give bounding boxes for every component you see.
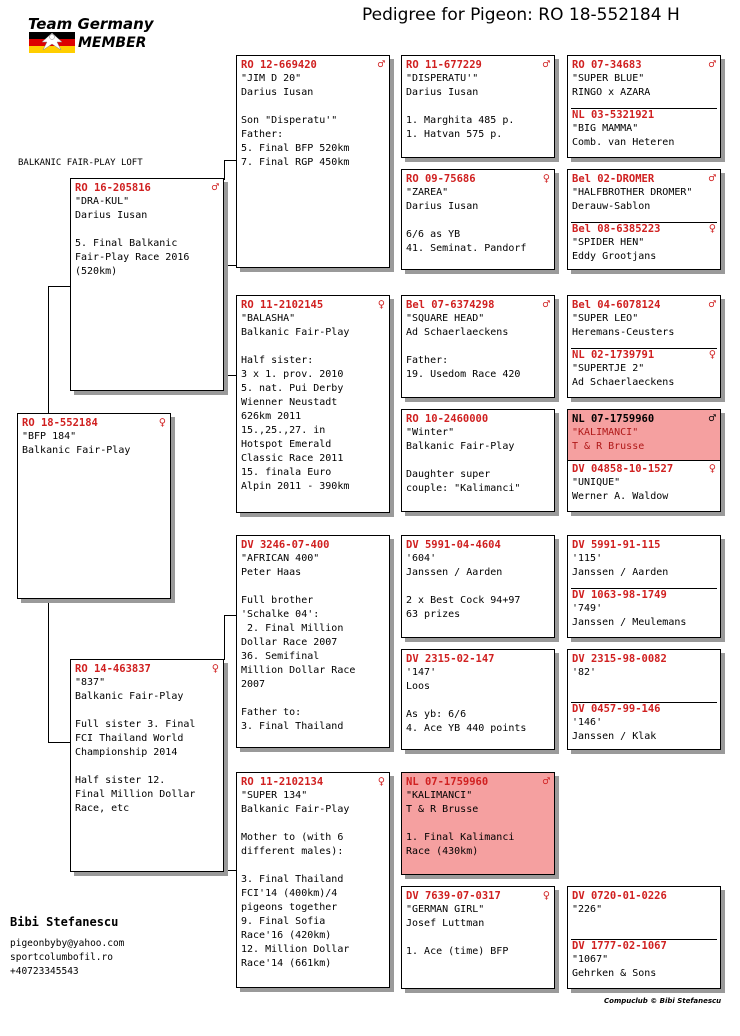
pigeon-info-line: "AFRICAN 400" <box>241 553 320 564</box>
pigeon-card-g1[interactable] <box>572 58 716 108</box>
team-germany-title: Team Germany <box>28 15 154 33</box>
pigeon-card-ssd[interactable] <box>401 169 555 270</box>
pigeon-info-line: 12. Million Dollar <box>241 944 350 955</box>
connector-line <box>48 286 71 287</box>
pigeon-info-line: Darius Iusan <box>406 201 479 212</box>
divider <box>571 108 717 109</box>
pigeon-info-line: Loos <box>406 681 431 692</box>
pigeon-info-line: 2. Final Million <box>241 623 344 634</box>
divider <box>571 702 717 703</box>
pigeon-info-line: Million Dollar Race <box>241 665 356 676</box>
pigeon-card-dds[interactable] <box>401 772 555 875</box>
pigeon-card-g11[interactable] <box>572 652 716 702</box>
pigeon-info-line: Championship 2014 <box>75 747 178 758</box>
pigeon-pair-g15-g16[interactable] <box>567 886 721 989</box>
pigeon-info-line: Eddy Grootjans <box>572 251 657 262</box>
pigeon-info-line: 63 prizes <box>406 609 461 620</box>
pigeon-info-line: 6/6 as YB <box>406 229 461 240</box>
ring-number: RO 11-2102145 <box>241 299 324 311</box>
pigeon-info-line: Janssen / Meulemans <box>572 617 687 628</box>
pigeon-info-line: Comb. van Heteren <box>572 137 675 148</box>
pigeon-card-g16[interactable] <box>572 939 716 981</box>
pigeon-card-g15[interactable] <box>572 889 716 939</box>
pigeon-info-line: Dollar Race 2007 <box>241 637 338 648</box>
pigeon-info-line <box>241 100 385 114</box>
ring-number: DV 1063-98-1749 <box>572 589 667 601</box>
ring-number: Bel 07-6374298 <box>406 299 495 311</box>
pigeon-info-line: "BFP 184" <box>22 431 77 442</box>
software-credit: Compuclub © Bibi Stefanescu <box>604 997 722 1005</box>
pigeon-info-line: Mother to (with 6 <box>241 832 344 843</box>
pigeon-info-line: "226" <box>572 904 603 915</box>
connector-line <box>224 820 225 870</box>
pigeon-info-line: 9. Final Sofia <box>241 916 326 927</box>
pigeon-info-line: '604' <box>406 553 437 564</box>
connector-line <box>224 615 225 660</box>
pigeon-card-sire-dam[interactable] <box>236 295 390 513</box>
pigeon-info-line: Janssen / Aarden <box>572 567 669 578</box>
pigeon-info-line <box>406 817 550 831</box>
pigeon-card-g10[interactable] <box>572 588 716 630</box>
pigeon-info-line <box>406 214 550 228</box>
pigeon-info-line <box>241 692 385 706</box>
pigeon-card-g6[interactable] <box>572 348 716 390</box>
ring-number: DV 04858-10-1527 <box>572 463 674 475</box>
pigeon-info-line: "SPIDER HEN" <box>572 237 645 248</box>
pigeon-info-line: Wienner Neustadt <box>241 397 338 408</box>
divider <box>567 460 721 461</box>
pigeon-info-line: couple: "Kalimanci" <box>406 483 521 494</box>
pigeon-info-line: Balkanic Fair-Play <box>241 804 350 815</box>
divider <box>571 348 717 349</box>
pigeon-pair-g1-g2[interactable] <box>567 55 721 158</box>
pigeon-info-line <box>241 340 385 354</box>
pigeon-info-line: Darius Iusan <box>75 210 148 221</box>
pigeon-info-line: 2007 <box>241 679 266 690</box>
pigeon-info-line: "GERMAN GIRL" <box>406 904 485 915</box>
pigeon-info-line: "DISPERATU'" <box>406 73 479 84</box>
ring-number: RO 14-463837 <box>75 663 151 675</box>
pigeon-info-line: 1. Final Kalimanci <box>406 832 515 843</box>
pigeon-info-line: "UNIQUE" <box>572 477 621 488</box>
ring-number: DV 5991-04-4604 <box>406 539 501 551</box>
pigeon-info-line: 4. Ace YB 440 points <box>406 723 527 734</box>
pigeon-info-line: Race'14 (661km) <box>241 958 332 969</box>
pigeon-info-line: pigeons together <box>241 902 338 913</box>
pigeon-info-line: Half sister 12. <box>75 775 166 786</box>
pigeon-info-line <box>75 704 219 718</box>
pigeon-info-line <box>75 760 219 774</box>
contact-phone: +40723345543 <box>10 966 79 977</box>
pigeon-info-line: (520km) <box>75 266 118 277</box>
ring-number: NL 07-1759960 <box>406 776 489 788</box>
pigeon-info-line: 5. Final BFP 520km <box>241 143 350 154</box>
pigeon-info-line: FCI Thailand World <box>75 733 184 744</box>
divider <box>571 588 717 589</box>
pigeon-pair-g3-g4[interactable] <box>567 169 721 270</box>
pigeon-info-line: "BALASHA" <box>241 313 296 324</box>
pigeon-pair-g11-g12[interactable] <box>567 649 721 750</box>
ring-number: DV 0457-99-146 <box>572 703 661 715</box>
ring-number: RO 16-205816 <box>75 182 151 194</box>
female-icon: ♀ <box>708 221 716 235</box>
pigeon-card-g4[interactable] <box>572 222 716 264</box>
male-icon: ♂ <box>708 57 716 71</box>
pigeon-info-line: 15.,25.,27. in <box>241 425 326 436</box>
pigeon-card-sdd[interactable] <box>401 409 555 512</box>
pigeon-info-line: Race'16 (420km) <box>241 930 332 941</box>
pigeon-info-line <box>241 817 385 831</box>
page-title: Pedigree for Pigeon: RO 18-552184 H <box>362 5 680 25</box>
pigeon-card-g8[interactable] <box>568 460 720 506</box>
connector-line <box>224 265 225 375</box>
pigeon-info-line <box>406 340 550 354</box>
pigeon-info-line <box>241 859 385 873</box>
pigeon-info-line: Father: <box>406 355 449 366</box>
pigeon-info-line: Half sister: <box>241 355 314 366</box>
pigeon-info-line: Full sister 3. Final <box>75 719 196 730</box>
pigeon-info-line: "JIM D 20" <box>241 73 302 84</box>
ring-number: RO 09-75686 <box>406 173 476 185</box>
pigeon-info-line: '115' <box>572 553 603 564</box>
connector-line <box>48 286 49 414</box>
pigeon-info-line: "1067" <box>572 954 609 965</box>
pigeon-info-line: Father to: <box>241 707 302 718</box>
pigeon-info-line: "Winter" <box>406 427 455 438</box>
pigeon-card-g2[interactable] <box>572 108 716 150</box>
pigeon-info-line: Werner A. Waldow <box>572 491 669 502</box>
pigeon-info-line: "SUPER 134" <box>241 790 308 801</box>
pigeon-pair-g5-g6[interactable] <box>567 295 721 398</box>
pigeon-card-g7[interactable] <box>568 410 720 460</box>
ring-number: Bel 04-6078124 <box>572 299 661 311</box>
pigeon-info-line: "SQUARE HEAD" <box>406 313 485 324</box>
pigeon-info-line: '147' <box>406 667 437 678</box>
pigeon-card-dsd[interactable] <box>401 649 555 750</box>
pigeon-info-line: Balkanic Fair-Play <box>22 445 131 456</box>
pigeon-info-line: 3. Final Thailand <box>241 721 344 732</box>
pigeon-info-line: "SUPERTJE 2" <box>572 363 645 374</box>
pigeon-info-line: Derauw-Sablon <box>572 201 651 212</box>
ring-number: RO 11-677229 <box>406 59 482 71</box>
pigeon-info-line: "SUPER LEO" <box>572 313 639 324</box>
pigeon-info-line <box>406 100 550 114</box>
pigeon-info-line: Fair-Play Race 2016 <box>75 252 190 263</box>
pigeon-info-line: Ad Schaerlaeckens <box>406 327 509 338</box>
pigeon-info-line: Final Million Dollar <box>75 789 196 800</box>
ring-number: RO 11-2102134 <box>241 776 324 788</box>
pigeon-info-line: As yb: 6/6 <box>406 709 467 720</box>
pigeon-info-line: 41. Seminat. Pandorf <box>406 243 527 254</box>
ring-number: Bel 02-DROMER <box>572 173 655 185</box>
pigeon-info-line: '146' <box>572 717 603 728</box>
pigeon-card-ddd[interactable] <box>401 886 555 989</box>
pigeon-info-line <box>406 931 550 945</box>
pigeon-info-line: 36. Semifinal <box>241 651 320 662</box>
pigeon-info-line: Father: <box>241 129 284 140</box>
pigeon-info-line: T & R Brusse <box>572 441 645 452</box>
pigeon-info-line: Balkanic Fair-Play <box>241 327 350 338</box>
pigeon-info-line: 5. Final Balkanic <box>75 238 178 249</box>
pigeon-card-g9[interactable] <box>572 538 716 588</box>
pigeon-info-line: "BIG MAMMA" <box>572 123 639 134</box>
female-icon: ♀ <box>211 661 219 675</box>
pigeon-info-line: Race (430km) <box>406 846 479 857</box>
ring-number: NL 02-1739791 <box>572 349 655 361</box>
pigeon-pair-g7-g8[interactable] <box>567 409 721 512</box>
author-name: Bibi Stefanescu <box>10 915 119 929</box>
pigeon-info-line <box>406 454 550 468</box>
pigeon-info-line: Son "Disperatu'" <box>241 115 338 126</box>
female-icon: ♀ <box>377 774 385 788</box>
contact-email[interactable]: pigeonbyby@yahoo.com <box>10 938 125 949</box>
pigeon-info-line: 1. Ace (time) BFP <box>406 946 509 957</box>
pigeon-info-line: 15. finala Euro <box>241 467 332 478</box>
pigeon-card-dam-sire[interactable] <box>236 535 390 748</box>
pigeon-card-dam[interactable] <box>70 659 224 872</box>
ring-number: NL 07-1759960 <box>572 413 655 425</box>
pigeon-info-line: 5. nat. Pui Derby <box>241 383 344 394</box>
male-icon: ♂ <box>708 411 716 425</box>
pigeon-info-line: FCI'14 (400km)/4 <box>241 888 338 899</box>
pigeon-info-line: 3. Final Thailand <box>241 874 344 885</box>
female-icon: ♀ <box>158 415 166 429</box>
pigeon-info-line: Darius Iusan <box>406 87 479 98</box>
pigeon-card-dss[interactable] <box>401 535 555 638</box>
pigeon-info-line: different males): <box>241 846 344 857</box>
pigeon-info-line: "KALIMANCI" <box>572 427 639 438</box>
pigeon-info-line <box>75 223 219 237</box>
ring-number: DV 5991-91-115 <box>572 539 661 551</box>
loft-name: BALKANIC FAIR-PLAY LOFT <box>18 158 143 168</box>
pigeon-info-line: Full brother <box>241 595 314 606</box>
ring-number: DV 3246-07-400 <box>241 539 330 551</box>
connector-line <box>48 598 49 743</box>
pigeon-info-line: 19. Usedom Race 420 <box>406 369 521 380</box>
pigeon-info-line: RINGO x AZARA <box>572 87 651 98</box>
pigeon-card-sire-sire[interactable] <box>236 55 390 268</box>
pigeon-info-line: '82' <box>572 667 597 678</box>
pigeon-info-line: Josef Luttman <box>406 918 485 929</box>
pigeon-info-line: "ZAREA" <box>406 187 449 198</box>
female-icon: ♀ <box>377 297 385 311</box>
pigeon-card-sds[interactable] <box>401 295 555 398</box>
pigeon-info-line: Peter Haas <box>241 567 302 578</box>
pigeon-info-line: "KALIMANCI" <box>406 790 473 801</box>
pigeon-info-line <box>406 580 550 594</box>
pigeon-info-line: "HALFBROTHER DROMER" <box>572 187 693 198</box>
pigeon-info-line: Janssen / Aarden <box>406 567 503 578</box>
pigeon-info-line: Janssen / Klak <box>572 731 657 742</box>
male-icon: ♂ <box>542 57 550 71</box>
pigeon-info-line <box>241 580 385 594</box>
pigeon-info-line: Darius Iusan <box>241 87 314 98</box>
divider <box>571 939 717 940</box>
pigeon-info-line: 1. Hatvan 575 p. <box>406 129 503 140</box>
contact-website[interactable]: sportcolumbofil.ro <box>10 952 113 963</box>
pigeon-info-line: 7. Final RGP 450km <box>241 157 350 168</box>
pigeon-info-line: 626km 2011 <box>241 411 302 422</box>
ring-number: DV 0720-01-0226 <box>572 890 667 902</box>
pigeon-card-subject[interactable] <box>17 413 171 599</box>
pigeon-info-line: Daughter super <box>406 469 491 480</box>
pigeon-info-line: T & R Brusse <box>406 804 479 815</box>
ring-number: DV 7639-07-0317 <box>406 890 501 902</box>
ring-number: RO 07-34683 <box>572 59 642 71</box>
pigeon-info-line: "837" <box>75 677 106 688</box>
ring-number: Bel 08-6385223 <box>572 223 661 235</box>
ring-number: RO 18-552184 <box>22 417 98 429</box>
pigeon-card-sss[interactable] <box>401 55 555 158</box>
pigeon-info-line: "DRA-KUL" <box>75 196 130 207</box>
male-icon: ♂ <box>708 297 716 311</box>
ring-number: RO 10-2460000 <box>406 413 489 425</box>
pigeon-info-line: Alpin 2011 - 390km <box>241 481 350 492</box>
pigeon-info-line: 3 x 1. prov. 2010 <box>241 369 344 380</box>
pigeon-info-line: "SUPER BLUE" <box>572 73 645 84</box>
pigeon-card-g5[interactable] <box>572 298 716 348</box>
divider <box>571 222 717 223</box>
pigeon-card-g3[interactable] <box>572 172 716 222</box>
pigeon-info-line: 2 x Best Cock 94+97 <box>406 595 521 606</box>
team-member-label: MEMBER <box>78 35 147 51</box>
pigeon-info-line: Balkanic Fair-Play <box>406 441 515 452</box>
pigeon-pair-g9-g10[interactable] <box>567 535 721 638</box>
ring-number: DV 2315-02-147 <box>406 653 495 665</box>
pigeon-info-line: Hotspot Emerald <box>241 439 332 450</box>
pigeon-info-line: 1. Marghita 485 p. <box>406 115 515 126</box>
germany-flag-emblem <box>29 30 79 56</box>
pigeon-info-line: Race, etc <box>75 803 130 814</box>
pigeon-info-line: Balkanic Fair-Play <box>75 691 184 702</box>
ring-number: RO 12-669420 <box>241 59 317 71</box>
pigeon-info-line: '749' <box>572 603 603 614</box>
pigeon-info-line: Ad Schaerlaeckens <box>572 377 675 388</box>
male-icon: ♂ <box>211 180 219 194</box>
male-icon: ♂ <box>377 57 385 71</box>
female-icon: ♀ <box>708 347 716 361</box>
pigeon-card-g12[interactable] <box>572 702 716 744</box>
ring-number: DV 2315-98-0082 <box>572 653 667 665</box>
pigeon-info-line <box>406 694 550 708</box>
female-icon: ♀ <box>542 888 550 902</box>
connector-line <box>224 160 225 180</box>
pigeon-card-dam-dam[interactable] <box>236 772 390 988</box>
pigeon-info-line: 'Schalke 04': <box>241 609 320 620</box>
pigeon-info-line: Classic Race 2011 <box>241 453 344 464</box>
ring-number: NL 03-5321921 <box>572 109 655 121</box>
pigeon-info-line: Heremans-Ceusters <box>572 327 675 338</box>
female-icon: ♀ <box>708 461 716 475</box>
male-icon: ♂ <box>542 297 550 311</box>
ring-number: DV 1777-02-1067 <box>572 940 667 952</box>
male-icon: ♂ <box>542 774 550 788</box>
pigeon-info-line: Gehrken & Sons <box>572 968 657 979</box>
pigeon-card-sire[interactable] <box>70 178 224 391</box>
connector-line <box>48 742 71 743</box>
male-icon: ♂ <box>708 171 716 185</box>
female-icon: ♀ <box>542 171 550 185</box>
